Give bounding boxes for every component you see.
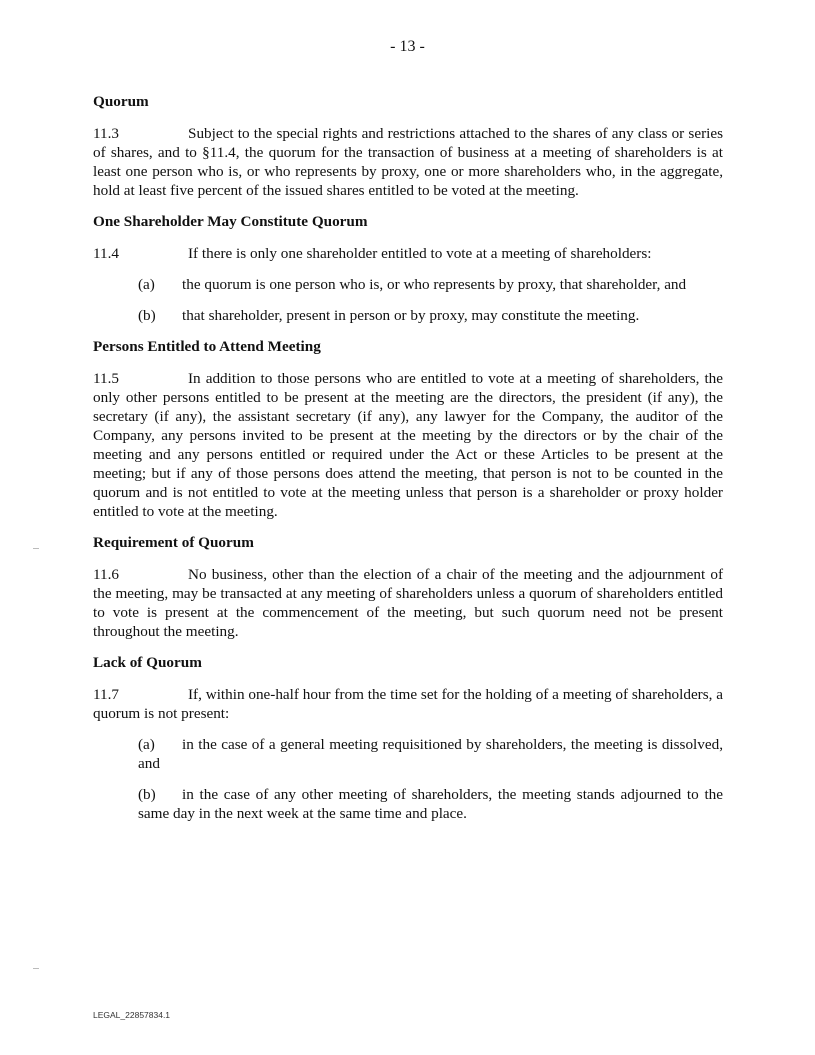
section-paragraph [93, 124, 723, 200]
subclause-text: in the case of any other meeting of shareholders, the meeting stands adjourned to the same day in the next week at the same time and place. [138, 786, 723, 822]
section-paragraph [93, 369, 723, 521]
section-heading: Persons Entitled to Attend Meeting [93, 338, 321, 355]
section-number: 11.7 [93, 686, 120, 703]
subclause-label: (a) [138, 736, 155, 753]
section-heading: Requirement of Quorum [93, 534, 254, 551]
subclause-text: the quorum is one person who is, or who represents by proxy, that shareholder, and [182, 276, 687, 293]
section-text: If, within one-half hour from the time set for the holding of a meeting of shareholders, a quorum is not present: [93, 686, 723, 722]
section-paragraph [93, 244, 723, 263]
document-body [93, 80, 723, 835]
section-text: In addition to those persons who are entitled to vote at a meeting of shareholders, the only other persons entitled to be present at the meeting are the directors, the president (if any), the secretary (if any), the assistant secretary (if any), any lawyer for the Company, the auditor of the Company, any persons invited to be present at the meeting by the directors or by the chair of the meeting and any persons entitled or required under the Act or these Articles to be present at the meeting; but if any of those persons does attend the meeting, that person is not to be counted in the quorum and is not entitled to vote at the meeting unless that person is a shareholder or proxy holder entitled to vote at the meeting. [93, 370, 723, 520]
document-footer-id: LEGAL_22857834.1 [93, 1010, 171, 1020]
subclause-text: that shareholder, present in person or by proxy, may constitute the meeting. [182, 307, 640, 324]
subclause-label: (a) [138, 276, 155, 293]
section-heading: Quorum [93, 93, 149, 110]
section-text: No business, other than the election of a chair of the meeting and the adjournment of the meeting, may be transacted at any meeting of shareholders unless a quorum of shareholders entitled to vote is present at the commencement of the meeting, but such quorum need not be present throughout the meeting. [93, 566, 723, 640]
section-number: 11.4 [93, 245, 120, 262]
subclause-text: in the case of a general meeting requisitioned by shareholders, the meeting is dissolved, and [138, 736, 723, 772]
subclause [138, 785, 723, 823]
section-text: If there is only one shareholder entitled to vote at a meeting of shareholders: [188, 245, 652, 262]
scan-mark [33, 548, 39, 549]
scan-mark [33, 968, 39, 969]
section-heading: One Shareholder May Constitute Quorum [93, 213, 368, 230]
section-paragraph [93, 565, 723, 641]
subclause [138, 735, 723, 773]
section-paragraph [93, 685, 723, 723]
subclause-label: (b) [138, 307, 156, 324]
section-number: 11.6 [93, 566, 120, 583]
section-text: Subject to the special rights and restrictions attached to the shares of any class or series of shares, and to §11.4, the quorum for the transaction of business at a meeting of shareholders is at least one person who is, or who represents by proxy, one or more shareholders who, in the aggregate, hold at least five percent of the issued shares entitled to be voted at the meeting. [93, 125, 723, 199]
subclause-label: (b) [138, 786, 156, 803]
subclause [138, 306, 723, 325]
page-number: - 13 - [390, 38, 425, 55]
section-heading: Lack of Quorum [93, 654, 202, 671]
section-number: 11.5 [93, 370, 120, 387]
subclause [138, 275, 723, 294]
section-number: 11.3 [93, 125, 120, 142]
